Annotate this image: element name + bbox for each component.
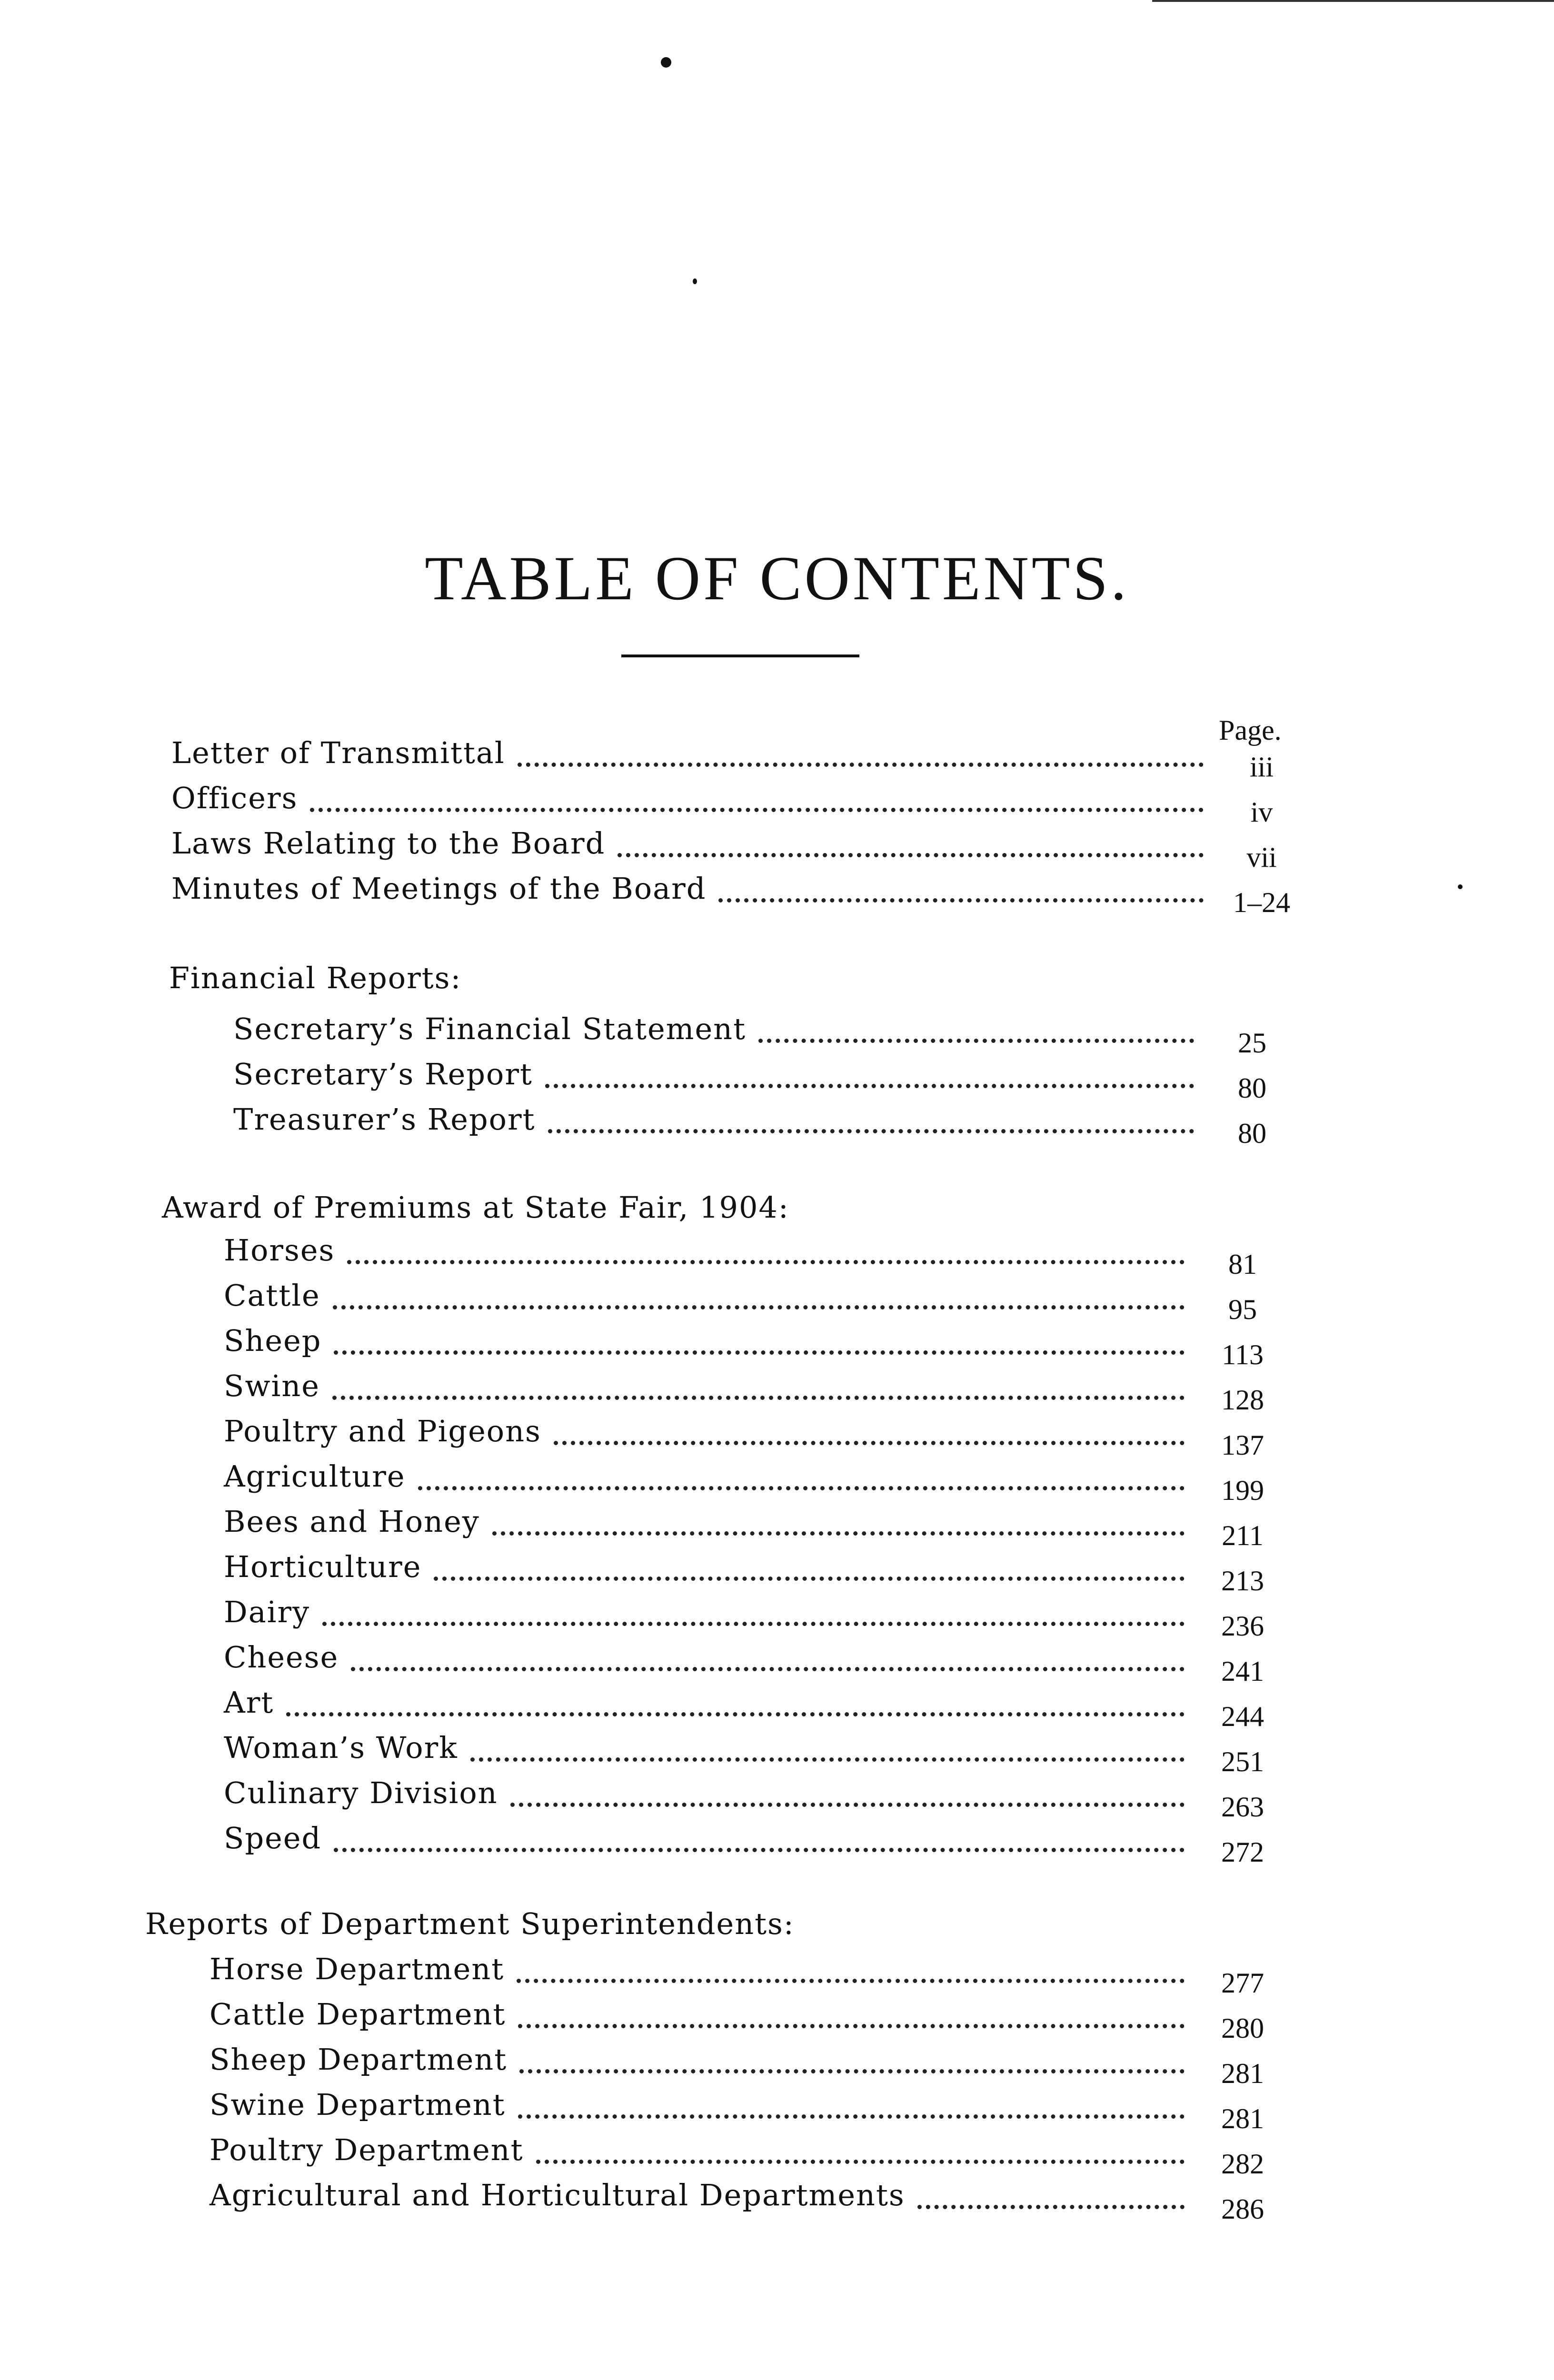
entry-title: Poultry and Pigeons [224, 1414, 541, 1448]
dot-leader [536, 2160, 1185, 2164]
dot-leader [334, 1848, 1185, 1852]
dot-leader [758, 1039, 1194, 1043]
toc-entry-agriculture[interactable] [224, 1459, 1290, 1506]
dot-leader [548, 1129, 1194, 1133]
entry-title: Agriculture [224, 1459, 406, 1494]
entry-title: Laws Relating to the Board [171, 826, 606, 861]
entry-page: 251 [1221, 1746, 1264, 1777]
page-column-label: Page. [1219, 714, 1282, 746]
dot-leader [333, 1305, 1185, 1309]
section-heading-financial: Financial Reports: [169, 961, 462, 995]
entry-page: 244 [1221, 1701, 1264, 1732]
entry-title: Speed [224, 1821, 322, 1855]
entry-title: Art [224, 1685, 274, 1720]
entry-page: 137 [1221, 1429, 1264, 1461]
entry-title: Dairy [224, 1595, 310, 1629]
entry-title: Sheep [224, 1323, 322, 1358]
toc-entry-bees-honey[interactable] [224, 1504, 1290, 1551]
ink-speck [1458, 884, 1463, 889]
toc-entry-horticulture[interactable] [224, 1549, 1290, 1597]
entry-page: 263 [1221, 1791, 1264, 1823]
entry-title: Horses [224, 1233, 335, 1268]
toc-entry-officers[interactable] [171, 781, 1309, 828]
toc-entry-art[interactable] [224, 1685, 1290, 1732]
dot-leader [718, 898, 1204, 902]
entry-title: Swine [224, 1368, 320, 1403]
dot-leader [470, 1757, 1185, 1762]
entry-title: Swine Department [209, 2087, 506, 2122]
entry-title: Officers [171, 781, 298, 815]
entry-title: Treasurer’s Report [233, 1102, 536, 1137]
ink-speck [693, 278, 697, 284]
entry-page: 25 [1238, 1027, 1266, 1059]
entry-page: 280 [1221, 2013, 1264, 2044]
entry-page: 213 [1221, 1565, 1264, 1597]
toc-entry-letter-of-transmittal[interactable] [171, 735, 1309, 783]
toc-entry-secretary-report[interactable] [233, 1057, 1300, 1104]
entry-title: Agricultural and Horticultural Departments [209, 2178, 905, 2212]
page-title: TABLE OF CONTENTS. [425, 543, 1129, 614]
dot-leader [434, 1577, 1185, 1581]
entry-page: 199 [1221, 1475, 1264, 1506]
toc-entry-horses[interactable] [224, 1233, 1290, 1280]
entry-title: Cattle Department [209, 1997, 506, 2032]
entry-title: Woman’s Work [224, 1730, 458, 1765]
toc-entry-cheese[interactable] [224, 1640, 1290, 1687]
entry-title: Bees and Honey [224, 1504, 480, 1539]
dot-leader [286, 1712, 1185, 1716]
entry-page: 1–24 [1233, 887, 1290, 918]
entry-title: Secretary’s Report [233, 1057, 533, 1091]
entry-page: 80 [1238, 1118, 1266, 1149]
entry-page: 211 [1222, 1520, 1264, 1551]
entry-title: Minutes of Meetings of the Board [171, 871, 707, 906]
entry-title: Cheese [224, 1640, 339, 1675]
entry-title: Culinary Division [224, 1775, 498, 1810]
dot-leader [517, 1979, 1185, 1983]
toc-entry-sheep-department[interactable] [209, 2042, 1290, 2089]
toc-entry-swine[interactable] [224, 1368, 1290, 1416]
dot-leader [351, 1667, 1185, 1671]
dot-leader [334, 1350, 1185, 1355]
dot-leader [332, 1396, 1185, 1400]
dot-leader [518, 2024, 1185, 2028]
dot-leader [418, 1486, 1185, 1490]
dot-leader [510, 1803, 1185, 1807]
entry-page: 241 [1221, 1656, 1264, 1687]
title-rule [621, 654, 859, 657]
entry-page: 286 [1221, 2193, 1264, 2225]
entry-title: Cattle [224, 1278, 320, 1313]
toc-entry-sheep[interactable] [224, 1323, 1290, 1370]
toc-entry-laws[interactable] [171, 826, 1309, 873]
toc-entry-swine-department[interactable] [209, 2087, 1290, 2134]
toc-entry-dairy[interactable] [224, 1595, 1290, 1642]
toc-entry-horse-department[interactable] [209, 1952, 1290, 1999]
toc-entry-womans-work[interactable] [224, 1730, 1290, 1777]
entry-page: 281 [1221, 2058, 1264, 2089]
entry-page: 272 [1221, 1836, 1264, 1868]
entry-page: 277 [1221, 1967, 1264, 1999]
entry-title: Horticulture [224, 1549, 422, 1584]
entry-page: iii [1249, 751, 1274, 783]
toc-entry-poultry-pigeons[interactable] [224, 1414, 1290, 1461]
entry-page: 236 [1221, 1610, 1264, 1642]
entry-page: 282 [1221, 2148, 1264, 2180]
dot-leader [519, 2069, 1185, 2073]
entry-title: Sheep Department [209, 2042, 508, 2077]
toc-entry-cattle[interactable] [224, 1278, 1290, 1325]
dot-leader [492, 1531, 1185, 1536]
dot-leader [310, 808, 1204, 812]
section-heading-premiums: Award of Premiums at State Fair, 1904: [162, 1190, 789, 1225]
ink-speck [661, 57, 671, 68]
dot-leader [618, 853, 1204, 857]
toc-entry-minutes[interactable] [171, 871, 1309, 918]
toc-entry-treasurer-report[interactable] [233, 1102, 1300, 1149]
scan-edge-line [1152, 0, 1554, 2]
entry-title: Letter of Transmittal [171, 735, 505, 770]
entry-page: vii [1246, 842, 1277, 873]
entry-page: 95 [1228, 1294, 1257, 1325]
toc-entry-culinary-division[interactable] [224, 1775, 1290, 1823]
entry-title: Horse Department [209, 1952, 505, 1986]
dot-leader [554, 1441, 1185, 1445]
dot-leader [322, 1622, 1185, 1626]
entry-page: iv [1250, 796, 1273, 828]
entry-page: 113 [1222, 1339, 1264, 1370]
dot-leader [917, 2205, 1185, 2209]
section-heading-superintendents: Reports of Department Superintendents: [145, 1906, 795, 1941]
toc-entry-agricultural-horticultural[interactable] [209, 2178, 1290, 2225]
toc-entry-speed[interactable] [224, 1821, 1290, 1868]
dot-leader [518, 2114, 1185, 2119]
dot-leader [347, 1260, 1185, 1264]
dot-leader [518, 763, 1204, 767]
entry-title: Secretary’s Financial Statement [233, 1012, 747, 1046]
toc-entry-secretary-financial[interactable] [233, 1012, 1300, 1059]
toc-entry-cattle-department[interactable] [209, 1997, 1290, 2044]
entry-page: 128 [1221, 1384, 1264, 1416]
entry-title: Poultry Department [209, 2132, 524, 2167]
entry-page: 281 [1221, 2103, 1264, 2134]
entry-page: 80 [1238, 1072, 1266, 1104]
toc-entry-poultry-department[interactable] [209, 2132, 1290, 2180]
dot-leader [545, 1084, 1194, 1088]
entry-page: 81 [1228, 1249, 1257, 1280]
